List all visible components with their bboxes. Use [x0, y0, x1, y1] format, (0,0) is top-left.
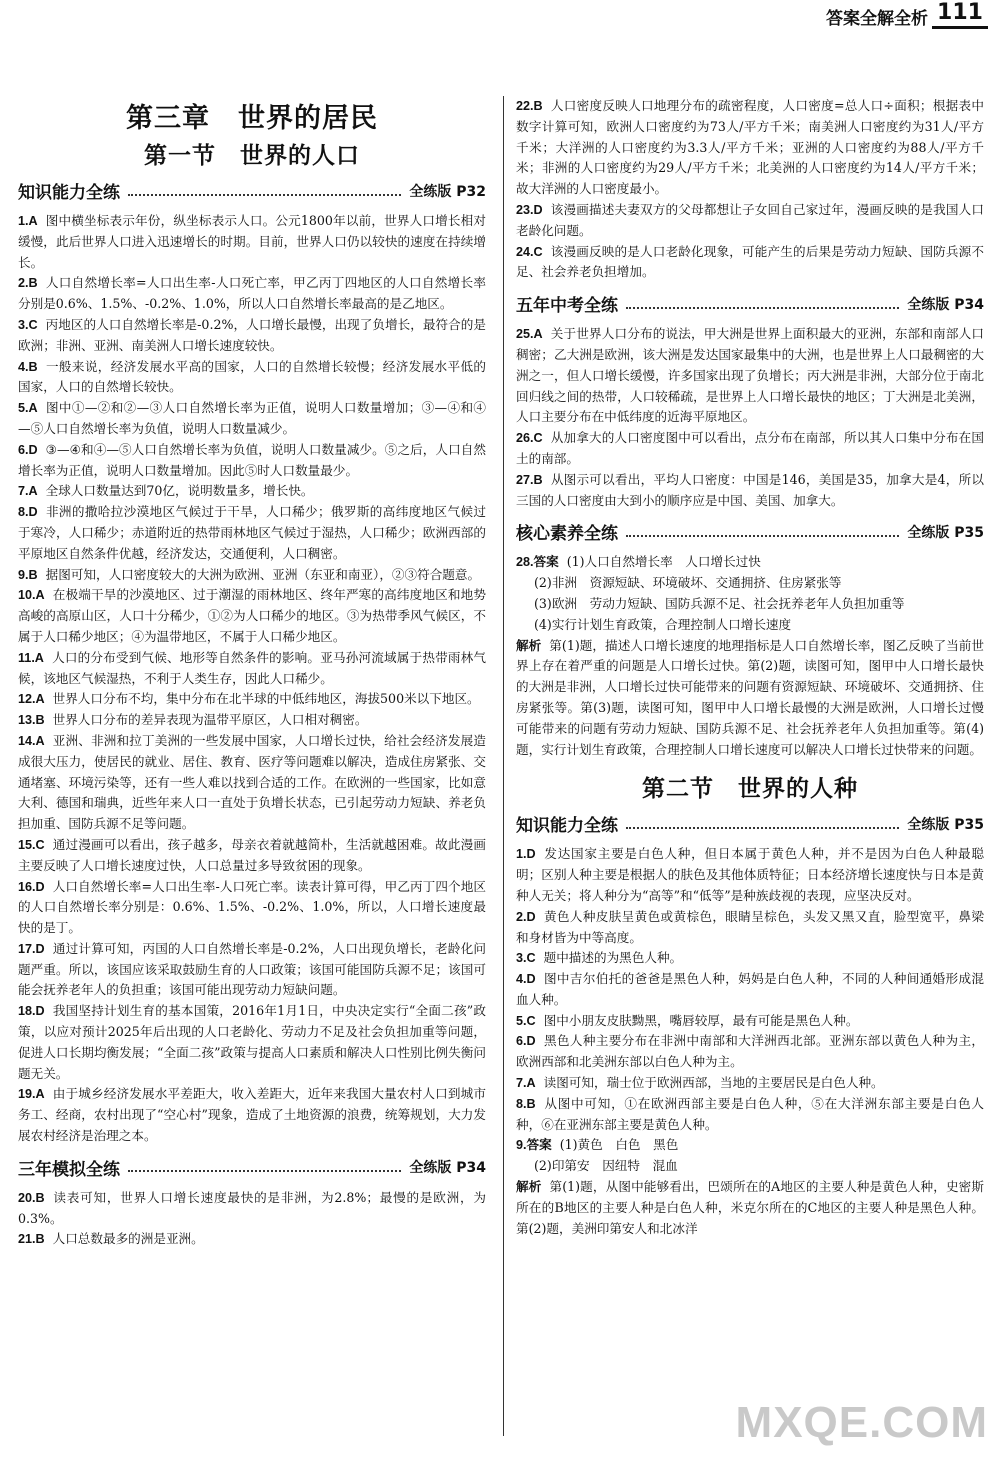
answer-item — [18, 731, 486, 835]
section-bar — [516, 811, 984, 836]
answer-list — [18, 211, 486, 1147]
answer-item — [18, 939, 486, 1001]
answer-number: 6.D — [516, 1034, 536, 1049]
answer-text: 通过漫画可以看出，孩子越多，母亲衣着就越简朴，生活就越困难。故此漫画主要反映了人口增长速度过快，人口总量过多导致贫困的现象。 — [18, 836, 486, 873]
answer-list — [516, 1177, 984, 1239]
answer-number: 1.A — [18, 214, 38, 228]
answer-text: 据图可知，人口密度较大的大洲为欧洲、亚洲（东亚和南亚），②③符合题意。 — [45, 566, 481, 582]
answer-number: 5.C — [516, 1013, 536, 1028]
answer-number: 12.A — [18, 692, 45, 707]
answer-item — [516, 96, 984, 200]
answer-text: 从图中可知，①在欧洲西部主要是白色人种，⑤在大洋洲东部主要是白色人种，⑥在亚洲东部主要是黄色人种。 — [516, 1095, 984, 1132]
answer-item — [516, 907, 984, 949]
bar-label: 三年模拟全练 — [18, 1159, 120, 1180]
bar-ref: 全练版 P34 — [409, 1160, 486, 1177]
answer-number: 24.C — [516, 244, 543, 259]
answer-text: 全球人口数量达到70亿，说明数量多，增长快。 — [45, 483, 314, 499]
answer-text: ③—④和④—⑤人口自然增长率为负值，说明人口数量减少。⑤之后，人口自然增长率为正值，说明人口数量增加。因此⑤时人口数量最少。 — [18, 441, 486, 478]
page-header — [0, 0, 1000, 30]
answer-text: 该漫画反映的是人口老龄化现象，可能产生的后果是劳动力短缺、国防兵源不足、社会养老负担增加。 — [516, 243, 984, 280]
answer-item — [18, 481, 486, 502]
answer-text: 我国坚持计划生育的基本国策，2016年1月1日，中央决定实行“全面二孩”政策，以应对预计2025年后出现的人口老龄化、劳动力不足及社会负担加重等问题，促进人口长期均衡发展；“全面二孩”政策与提高人口素质和解决人口性别比例失衡问题无关。 — [18, 1003, 486, 1081]
answer-list — [516, 844, 984, 1156]
left-column — [18, 96, 486, 1250]
answer-text: 在极端干旱的沙漠地区、过于潮湿的雨林地区、终年严寒的高纬度地区和地势高峻的高原山区，人口十分稀少，①②为人口稀少的地区。③为热带季风气候区，不属于人口稀少地区；④为温带地区，不属于人口稀少地区。 — [18, 587, 486, 644]
answer-item — [516, 1031, 984, 1073]
answer-number: 20.B — [18, 1190, 45, 1205]
answer-number: 28.答案 — [516, 555, 559, 570]
answer-text: 人口总数最多的洲是亚洲。 — [52, 1231, 204, 1247]
answer-text: 图中①—②和②—③人口自然增长率为正值，说明人口数量增加；③—④和④—⑤人口自然增长率为负值，说明人口数量减少。 — [18, 400, 486, 436]
answer-item — [516, 200, 984, 242]
header-title: 答案全解全析 — [826, 9, 928, 29]
answer-number: 27.B — [516, 472, 543, 487]
answer-item — [18, 211, 486, 273]
answer-text: 人口密度反映人口地理分布的疏密程度，人口密度=总人口÷面积；根据表中数字计算可知，欧洲人口密度约为73人/平方千米；南美洲人口密度约为31人/平方千米；大洋洲的人口密度约为3.3人/平方千米；亚洲的人口密度约为88人/平方千米；非洲的人口密度约为29人/平方千米；北美洲的人口密度约为14人/平方千米；故大洋洲的人口密度最小。 — [516, 98, 984, 197]
answer-number: 1.D — [516, 847, 536, 862]
answer-number: 4.D — [516, 972, 536, 987]
answer-item — [18, 1229, 486, 1250]
sub-answer-list — [516, 1156, 984, 1177]
answer-list — [516, 324, 984, 511]
answer-text: 该漫画描述夫妻双方的父母都想让子女回自己家过年，漫画反映的是我国人口老龄化问题。 — [516, 201, 984, 238]
answer-item — [18, 398, 486, 440]
answer-text: 题中描述的为黑色人种。 — [543, 950, 683, 966]
answer-number: 2.B — [18, 276, 38, 291]
answer-number: 21.B — [18, 1232, 45, 1247]
answer-text: 第(1)题，描述人口增长速度的地理指标是人口自然增长率，图乙反映了当前世界上存在着严重的问题是人口增长过快。第(2)题，读图可知，图甲中人口增长最快的大洲是非洲，人口增长过快可能带来的问题有资源短缺、环境破坏、交通拥挤、住房紧张等。第(3)题，读图可知，图甲中人口增长最慢的大洲是欧洲，人口增长过慢可能带来的问题有劳动力短缺、国防兵源不足、社会抚养老年人负担加重等。第(4)题，实行计划生育政策，合理控制人口增长速度可以解决人口增长过快带来的问题。 — [516, 637, 985, 757]
sub-answer: (4)实行计划生育政策，合理控制人口增长速度 — [534, 616, 792, 632]
answer-number: 7.A — [18, 484, 38, 499]
answer-item — [516, 552, 984, 573]
answer-text: 世界人口分布的差异表现为温带平原区，人口相对稠密。 — [52, 712, 368, 728]
answer-item — [18, 835, 486, 877]
answer-list — [516, 636, 984, 761]
answer-number: 11.A — [18, 650, 44, 665]
answer-item — [516, 948, 984, 969]
bar-ref: 全练版 P32 — [409, 183, 486, 200]
answer-number: 9.答案 — [516, 1138, 552, 1153]
answer-item — [516, 1177, 984, 1239]
section-title: 第一节 世界的人口 — [144, 143, 360, 169]
answer-text: 由于城乡经济发展水平差距大，收入差距大，近年来我国大量农村人口到城市务工、经商，农村出现了“空心村”现象，造成了土地资源的浪费，统筹规划，大力发展农村经济是治理之本。 — [18, 1086, 486, 1144]
answer-number: 4.B — [18, 359, 38, 374]
column-divider — [503, 96, 504, 1436]
bar-dots — [128, 1162, 401, 1172]
answer-text: 图中小朋友皮肤黝黑，嘴唇较厚，最有可能是黑色人种。 — [543, 1012, 859, 1028]
answer-text: 人口自然增长率=人口出生率-人口死亡率。读表计算可得，甲乙丙丁四个地区的人口自然增长率分别是：0.6%、1.5%、-0.2%、1.0%，所以，人口增长速度最快的是丁。 — [18, 878, 486, 936]
bar-ref: 全练版 P35 — [907, 816, 984, 833]
right-column — [516, 96, 984, 1239]
answer-item — [18, 648, 486, 690]
answer-item — [18, 1084, 486, 1146]
answer-text: (1)黄色 白色 黑色 — [559, 1137, 679, 1153]
answer-text: 通过计算可知，丙国的人口自然增长率是-0.2%，人口出现负增长，老龄化问题严重。所以，该国应该采取鼓励生育的人口政策；该国可能国防兵源不足；该国可能会抚养老年人的负担重；该国可能出现劳动力短缺问题。 — [18, 940, 486, 998]
answer-item — [18, 502, 486, 564]
answer-item — [516, 470, 984, 512]
answer-number: 18.D — [18, 1004, 45, 1019]
answer-text: 世界人口分布不均，集中分布在北半球的中低纬地区，海拔500米以下地区。 — [52, 691, 480, 707]
answer-item — [18, 689, 486, 710]
bar-dots — [626, 527, 899, 537]
answer-text: 读表可知，世界人口增长速度最快的是非洲，为2.8%；最慢的是欧洲，为0.3%。 — [18, 1189, 486, 1226]
answer-item — [18, 273, 486, 315]
page-number: 111 — [932, 0, 988, 29]
answer-number: 23.D — [516, 202, 543, 217]
bar-dots — [626, 299, 899, 309]
answer-number: 2.D — [516, 909, 536, 924]
bar-label: 知识能力全练 — [516, 816, 618, 837]
sub-answer: (2)非洲 资源短缺、环境破坏、交通拥挤、住房紧张等 — [534, 575, 842, 591]
answer-text: 从图示可以看出，平均人口密度：中国是146，美国是35，加拿大是4，所以三国的人口密度由大到小的顺序应是中国、美国、加拿大。 — [516, 471, 984, 508]
section-bar — [18, 178, 486, 203]
answer-number: 17.D — [18, 941, 45, 956]
answer-text: 丙地区的人口自然增长率是-0.2%，人口增长最慢，出现了负增长，最符合的是欧洲；非洲、亚洲、南美洲人口增长速度较快。 — [18, 316, 486, 353]
answer-text: 黑色人种主要分布在非洲中南部和大洋洲西北部。亚洲东部以黄色人种为主，欧洲西部和北美洲东部以白色人种为主。 — [516, 1033, 984, 1070]
answer-item — [18, 585, 486, 647]
answer-item — [516, 1094, 984, 1136]
answer-number: 3.C — [18, 317, 38, 332]
answer-number: 6.D — [18, 442, 38, 457]
section-title: 第二节 世界的人种 — [642, 776, 858, 803]
answer-number: 16.D — [18, 879, 45, 894]
answer-number: 26.C — [516, 431, 543, 446]
answer-item — [18, 877, 486, 939]
answer-text: 关于世界人口分布的说法，甲大洲是世界上面积最大的亚洲，东部和南部人口稠密；乙大洲是欧洲，该大洲是发达国家最集中的大洲，也是世界上人口最稠密的大洲之一，但人口增长缓慢，许多国家出现了负增长；丙大洲是非洲，大部分位于南北回归线之间的热带，人口较稀疏，是世界上人口增长最快的地区；丁大洲是北美洲，人口主要分布在中低纬度的近海平原地区。 — [516, 326, 984, 425]
answer-number: 22.B — [516, 99, 543, 113]
sub-answer: (3)欧洲 劳动力短缺、国防兵源不足、社会抚养老年人负担加重等 — [534, 595, 905, 611]
answer-number: 19.A — [18, 1087, 45, 1102]
answer-text: 黄色人种皮肤呈黄色或黄棕色，眼睛呈棕色，头发又黑又直，脸型宽平，鼻梁和身材皆为中等高度。 — [516, 908, 984, 945]
chapter-title: 第三章 世界的居民 — [126, 103, 378, 134]
answer-number: 14.A — [18, 733, 45, 748]
answer-item — [18, 440, 486, 482]
section-bar — [516, 291, 984, 316]
answer-item — [18, 1188, 486, 1230]
answer-item — [18, 710, 486, 731]
answer-text: 一般来说，经济发展水平高的国家，人口的自然增长较慢；经济发展水平低的国家，人口的自然增长较快。 — [18, 358, 486, 395]
answer-number: 解析 — [516, 638, 542, 653]
answer-number: 5.A — [18, 401, 38, 416]
answer-text: 第(1)题，从图中能够看出，巴颂所在的A地区的主要人种是黄色人种，史密斯所在的B地区的主要人种是白色人种，米克尔所在的C地区的主要人种是黑色人种。第(2)题，美洲印第安人和北冰洋 — [516, 1179, 984, 1236]
answer-item — [516, 969, 984, 1011]
bar-dots — [128, 186, 401, 196]
section-bar — [18, 1155, 486, 1180]
answer-text: 图中吉尔伯托的爸爸是黑色人种，妈妈是白色人种，不同的人种间通婚形成混血人种。 — [516, 971, 984, 1007]
answer-list — [18, 1188, 486, 1250]
answer-item — [516, 844, 984, 906]
answer-item — [516, 1011, 984, 1032]
bar-dots — [626, 819, 899, 829]
answer-number: 9.B — [18, 567, 38, 582]
answer-list — [516, 96, 984, 283]
sub-answer: (2)印第安 因纽特 混血 — [534, 1158, 678, 1174]
answer-number: 15.C — [18, 837, 45, 852]
section-bar — [516, 519, 984, 544]
answer-item — [516, 1073, 984, 1094]
answer-text: 从加拿大的人口密度图中可以看出，点分布在南部，所以其人口集中分布在国土的南部。 — [516, 430, 984, 466]
answer-number: 解析 — [516, 1180, 542, 1195]
bar-label: 五年中考全练 — [516, 296, 618, 317]
sub-answer-list — [516, 573, 984, 635]
answer-number: 7.A — [516, 1076, 536, 1091]
answer-number: 8.B — [516, 1096, 536, 1111]
answer-item — [516, 1135, 984, 1156]
bar-ref: 全练版 P34 — [907, 296, 984, 313]
answer-number: 13.B — [18, 713, 45, 728]
answer-item — [18, 565, 486, 586]
bar-ref: 全练版 P35 — [907, 524, 984, 541]
answer-list — [516, 552, 984, 573]
bar-label: 知识能力全练 — [18, 183, 120, 203]
answer-number: 8.D — [18, 505, 38, 520]
answer-item — [516, 242, 984, 284]
answer-item — [516, 428, 984, 470]
answer-item — [18, 315, 486, 357]
answer-text: 人口自然增长率=人口出生率-人口死亡率，甲乙丙丁四地区的人口自然增长率分别是0.6%、1.5%、-0.2%、1.0%，所以人口自然增长率最高的是乙地区。 — [18, 275, 486, 312]
answer-text: 图中横坐标表示年份，纵坐标表示人口。公元1800年以前，世界人口增长相对缓慢，此后世界人口进入迅速增长的时期。目前，世界人口仍以较快的速度在持续增长。 — [18, 213, 486, 270]
bar-label: 核心素养全练 — [516, 524, 618, 545]
answer-text: 人口的分布受到气候、地形等自然条件的影响。亚马孙河流域属于热带雨林气候，该地区气候湿热，不利于人类生存，因此人口稀少。 — [18, 649, 486, 686]
answer-item — [516, 636, 984, 761]
answer-text: 读图可知，瑞士位于欧洲西部，当地的主要居民是白色人种。 — [543, 1075, 884, 1091]
answer-text: 亚洲、非洲和拉丁美洲的一些发展中国家，人口增长过快，给社会经济发展造成很大压力，使居民的就业、居住、教育、医疗等问题难以解决，造成住房紧张、交通堵塞、环境污染等，还有一些人难以找到合适的工作。在欧洲的一些国家，比如意大利、德国和瑞典，近些年来人口一直处于负增长状态，已引起劳动力短缺、养老负担加重、国防兵源不足等问题。 — [18, 732, 486, 832]
answer-text: (1)人口自然增长率 人口增长过快 — [566, 554, 761, 570]
answer-number: 10.A — [18, 588, 45, 603]
answer-item — [18, 1001, 486, 1084]
answer-number: 3.C — [516, 951, 536, 966]
answer-item — [516, 324, 984, 428]
watermark: MXQE.COM — [735, 1398, 988, 1447]
answer-item — [18, 357, 486, 399]
answer-text: 非洲的撒哈拉沙漠地区气候过于干旱，人口稀少；俄罗斯的高纬度地区气候过于寒冷，人口稀少；赤道附近的热带雨林地区气候过于湿热，人口稀少；欧洲西部的平原地区自然条件优越，经济发达，交通便利，人口稠密。 — [18, 504, 486, 561]
answer-text: 发达国家主要是白色人种，但日本属于黄色人种，并不是因为白色人种最聪明；区别人种主要是根据人的肤色及其他体质特征；日本经济增长速度快与日本是黄种人无关；将人种分为“高等”和“低等”是种族歧视的表现，应坚决反对。 — [516, 846, 984, 903]
answer-number: 25.A — [516, 327, 543, 342]
